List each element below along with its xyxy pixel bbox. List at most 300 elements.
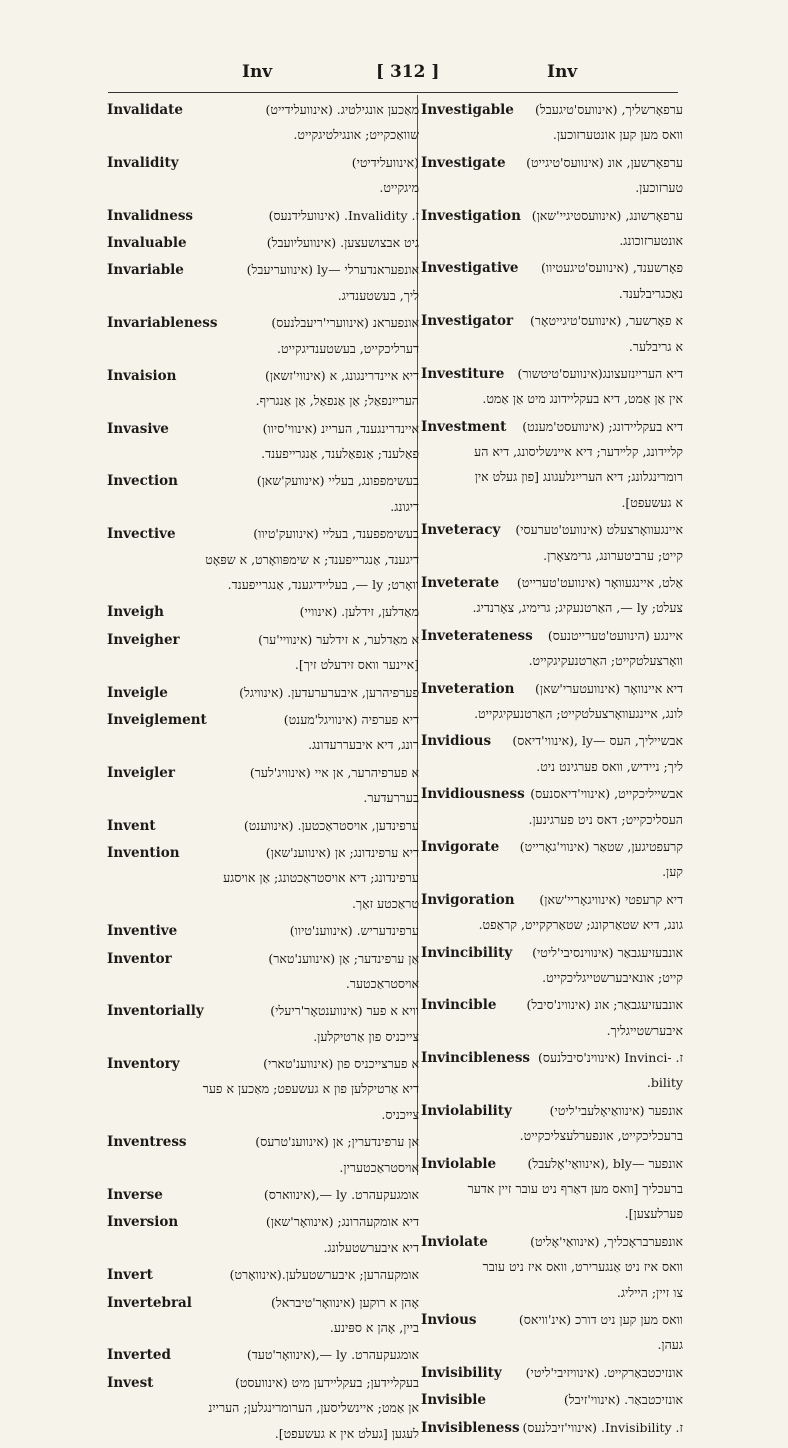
entry-definition: ערפינדען, אויסטראַכטען. (אינווענט) bbox=[243, 817, 419, 833]
entry-definition: א מאַדלער, א זידלער (אינוויי'ער) bbox=[258, 631, 419, 647]
entry-definition: פאָרשענד, (אינוועס'טיגעטיוו) bbox=[540, 260, 683, 276]
dictionary-entry bbox=[421, 623, 683, 674]
entry-definition: העסליכקייט; דאס ניט פערגינען. bbox=[528, 811, 683, 827]
dictionary-entry bbox=[107, 627, 419, 678]
dictionary-entry bbox=[421, 1360, 683, 1385]
entry-line bbox=[421, 1151, 683, 1176]
dictionary-entry bbox=[421, 834, 683, 885]
entry-line bbox=[107, 416, 419, 441]
entry-headword: Inventorially bbox=[107, 1003, 204, 1020]
entry-line bbox=[107, 310, 419, 335]
entry-definition: שוואַכקייט; אונגילטיגקייט. bbox=[293, 127, 419, 143]
dictionary-entry bbox=[421, 728, 683, 779]
entry-line bbox=[107, 1315, 419, 1340]
entry-headword: Investigable bbox=[421, 102, 514, 118]
entry-definition: געהן. bbox=[657, 1337, 683, 1353]
entry-line bbox=[421, 1070, 683, 1095]
dictionary-entry bbox=[107, 416, 419, 467]
entry-headword: Inverse bbox=[107, 1187, 163, 1204]
entry-line bbox=[421, 940, 683, 965]
entry-definition: א פערצייכניס פון (אינווענ'טארי) bbox=[263, 1056, 419, 1072]
entry-line bbox=[421, 754, 683, 779]
entry-definition: דיא בעקליידונג; (אינוועסט'מענט) bbox=[522, 418, 683, 434]
entry-headword: Inveigle bbox=[107, 684, 168, 701]
entry-definition: [איינער וואס זידעלט זיך]. bbox=[294, 657, 419, 673]
entry-definition: אונבעזיעגבאַר; אונ (אינווינ'סיבל) bbox=[526, 997, 683, 1013]
entry-line bbox=[421, 414, 683, 439]
entry-definition: גונג, דיא שטאַרקונג; שטאַרקקייט, קראַפט. bbox=[478, 917, 683, 933]
entry-headword: Inveigh bbox=[107, 604, 164, 621]
entry-definition: טראַכטע זאַך. bbox=[352, 895, 419, 911]
entry-definition: א פערפיהרער, אן איי (אינוויג'לער) bbox=[249, 764, 419, 780]
entry-definition: צייכניס. bbox=[381, 1106, 419, 1122]
dictionary-entry bbox=[421, 570, 683, 621]
entry-definition: ערפאָרשען, אונ (אינוועס'טיגייט) bbox=[526, 154, 683, 170]
entry-line bbox=[421, 992, 683, 1017]
entry-line bbox=[421, 308, 683, 333]
dictionary-entry bbox=[107, 521, 419, 597]
entry-definition: אבשייליכקייט, (אינווי'דיאסנעס) bbox=[530, 786, 683, 802]
entry-definition: פערלעצען]. bbox=[624, 1206, 683, 1222]
dictionary-entry bbox=[421, 255, 683, 306]
entry-definition: אונזיכטבאַרקייט. (אינוויזיבי'ליטי) bbox=[525, 1364, 683, 1380]
entry-definition: דערליכקייט, בעשטענדיגקייט. bbox=[276, 340, 419, 356]
dictionary-entry bbox=[421, 992, 683, 1043]
entry-line bbox=[107, 1182, 419, 1207]
entry-definition: רונג, דיא איבעררעדונג. bbox=[308, 737, 419, 753]
entry-definition: וואס מען קען אונטערזוכען. bbox=[552, 127, 683, 143]
entry-line bbox=[421, 859, 683, 884]
entry-definition: אונפער —bly ,(אינוואַי'אָלעבל) bbox=[527, 1155, 683, 1171]
entry-line bbox=[421, 490, 683, 515]
entry-line bbox=[421, 203, 683, 228]
entry-line bbox=[421, 728, 683, 753]
entry-line bbox=[421, 1415, 683, 1440]
entry-line bbox=[107, 998, 419, 1023]
entry-line bbox=[107, 946, 419, 971]
entry-line bbox=[421, 334, 683, 359]
entry-line bbox=[421, 701, 683, 726]
entry-definition: מיגקייט. bbox=[379, 180, 419, 196]
dictionary-entry bbox=[107, 468, 419, 519]
page-header bbox=[0, 62, 788, 92]
entry-headword: Invigorate bbox=[421, 838, 500, 855]
entry-definition: איבערשטייגליך. bbox=[606, 1022, 683, 1038]
entry-definition: דיא הערייִנזעצונג(אינוועס'טיטשור) bbox=[517, 365, 683, 381]
entry-line bbox=[107, 1129, 419, 1154]
entry-line bbox=[107, 707, 419, 732]
dictionary-entry bbox=[107, 1342, 419, 1367]
dictionary-entry bbox=[107, 1370, 419, 1446]
entry-line bbox=[107, 230, 419, 255]
entry-headword: Inversion bbox=[107, 1214, 179, 1231]
dictionary-entry bbox=[421, 676, 683, 727]
entry-headword: Invisibleness bbox=[421, 1419, 520, 1436]
entry-definition: צו זיין; הייליג. bbox=[616, 1284, 683, 1300]
entry-definition: בעקליידען; בעקליידען מיט (אינוועסט) bbox=[234, 1374, 419, 1390]
dictionary-entry bbox=[421, 414, 683, 516]
entry-definition: וואס מען קען ניט דורכ (אינ'וויאס) bbox=[518, 1311, 683, 1327]
entry-headword: Invincibleness bbox=[421, 1050, 531, 1067]
page-number: [ 312 ] bbox=[376, 62, 440, 82]
entry-line bbox=[107, 971, 419, 996]
entry-line bbox=[107, 1421, 419, 1446]
entry-line bbox=[107, 468, 419, 493]
entry-headword: Inviolate bbox=[421, 1233, 488, 1250]
entry-definition: לונג, איינגעוואָרצעלטקייט; האַרטנעקיגקייט. bbox=[474, 705, 683, 721]
entry-headword: Inveigher bbox=[107, 631, 180, 648]
entry-line bbox=[421, 595, 683, 620]
entry-line bbox=[421, 1123, 683, 1148]
entry-definition: קליידונג, קלײדער; דיא איינשליסונג, דיא הע bbox=[474, 444, 683, 460]
entry-line bbox=[421, 623, 683, 648]
entry-definition: וואָרצעלטקייט; האַרטנעקיגקייט. bbox=[528, 653, 683, 669]
dictionary-entry bbox=[421, 1387, 683, 1412]
entry-headword: Inviolability bbox=[421, 1102, 512, 1119]
entry-definition: אַלט, איינגעוואָר (אינוועט'טערייט) bbox=[516, 575, 683, 591]
dictionary-entry bbox=[421, 940, 683, 991]
entry-definition: דיגענד, אַנגרייפענד; א שימפּוואָרט, א שפּאָט bbox=[205, 551, 419, 567]
entry-headword: Invalidness bbox=[107, 207, 194, 224]
entry-headword: Invious bbox=[421, 1311, 477, 1328]
dictionary-entry bbox=[421, 1098, 683, 1149]
entry-definition: איינגע (הינוועט'טערייטנעס) bbox=[547, 627, 683, 643]
dictionary-entry bbox=[421, 1229, 683, 1305]
dictionary-entry bbox=[421, 308, 683, 359]
entry-headword: Invasive bbox=[107, 420, 169, 437]
entry-line bbox=[107, 627, 419, 652]
entry-headword: Invention bbox=[107, 844, 180, 861]
entry-headword: Invisibility bbox=[421, 1364, 502, 1381]
entry-headword: Investiture bbox=[421, 365, 505, 382]
entry-headword: Invent bbox=[107, 817, 156, 834]
entry-definition: אונפערבראָכליך, (אינוואַי'אָליט) bbox=[530, 1233, 683, 1249]
entry-line bbox=[421, 122, 683, 147]
entry-headword: Invariable bbox=[107, 262, 184, 279]
entry-definition: אויסטראַכטערין. bbox=[339, 1159, 419, 1175]
entry-line bbox=[107, 547, 419, 572]
entry-line bbox=[421, 781, 683, 806]
entry-definition: אבשייליך, העס —ly ,(אינווי'דיאס) bbox=[512, 733, 683, 749]
entry-definition: קייט; ערביטערונג, גרימצאָרן. bbox=[543, 547, 683, 563]
entry-definition: ביין, אָהן א ספּינע. bbox=[329, 1319, 419, 1335]
entry-line bbox=[107, 336, 419, 361]
entry-definition: אונפעראנדערלי —ly (אינוועריעבל) bbox=[246, 262, 419, 278]
dictionary-entry bbox=[107, 97, 419, 148]
entry-line bbox=[107, 865, 419, 890]
entry-headword: Inventive bbox=[107, 923, 178, 940]
dictionary-entry bbox=[107, 1182, 419, 1207]
entry-definition: אונזיכטבאַר. (אינווי'זיבל) bbox=[563, 1392, 683, 1408]
entry-line bbox=[421, 175, 683, 200]
entry-definition: אויסטראַכטער. bbox=[345, 975, 419, 991]
entry-definition: וואס איז ניט אַנגערירט, וואס איז ניט עובר bbox=[482, 1259, 683, 1275]
entry-definition: ליך, בעשטענדיג. bbox=[337, 287, 419, 303]
entry-line bbox=[107, 494, 419, 519]
dictionary-entry bbox=[421, 1415, 683, 1440]
entry-definition: קייט; אונאיבערשטייגליכקייט. bbox=[542, 969, 683, 985]
entry-line bbox=[421, 1201, 683, 1226]
entry-definition: קרעפטיגען, שטאַר (אינווי'גאָרייט) bbox=[519, 838, 683, 854]
dictionary-entry bbox=[107, 257, 419, 308]
entry-headword: Inventress bbox=[107, 1134, 187, 1151]
dictionary-entry bbox=[107, 946, 419, 997]
entry-line bbox=[421, 1387, 683, 1412]
entry-line bbox=[107, 283, 419, 308]
entry-line bbox=[421, 464, 683, 489]
entry-definition: אין אַן אַמט, דיא בעקליידונג מיט אַן אַמט. bbox=[482, 391, 683, 407]
entry-line bbox=[107, 1076, 419, 1101]
entry-definition: ערפינדעריש. (אינווענ'טיוו) bbox=[289, 923, 419, 939]
entry-line bbox=[107, 1395, 419, 1420]
entry-headword: Invalidate bbox=[107, 102, 183, 118]
entry-headword: Inveterate bbox=[421, 575, 500, 592]
entry-definition: נאַכגריבלענד. bbox=[618, 285, 683, 301]
entry-headword: Invalidity bbox=[107, 154, 179, 171]
header-right-guide-word: Inv bbox=[547, 62, 578, 82]
entry-line bbox=[107, 652, 419, 677]
dictionary-entry bbox=[107, 230, 419, 255]
entry-definition: ערפאָרשונג, (אינוועסטיגיי'שאן) bbox=[531, 207, 683, 223]
entry-headword: Investment bbox=[421, 418, 507, 435]
entry-definition: טערזוכען. bbox=[635, 180, 683, 196]
entry-line bbox=[421, 1098, 683, 1123]
entry-line bbox=[107, 1370, 419, 1395]
entry-line bbox=[421, 1332, 683, 1357]
entry-line bbox=[107, 1262, 419, 1287]
entry-definition: דיא איינדרינגונג, א (אינווי'זשאן) bbox=[264, 367, 419, 383]
entry-line bbox=[421, 965, 683, 990]
entry-definition: בעררעדער. bbox=[363, 790, 419, 806]
entry-line bbox=[421, 386, 683, 411]
entry-definition: וואָרט; ly —, בעליידיגענד, אַנגרייפענד. bbox=[227, 577, 419, 593]
entry-line bbox=[421, 228, 683, 253]
entry-line bbox=[107, 150, 419, 175]
entry-definition: אונטערזוכונג. bbox=[619, 232, 683, 248]
entry-line bbox=[107, 732, 419, 757]
entry-definition: דיא ערפינדונג; אן (אינווענ'שאן) bbox=[265, 844, 419, 860]
entry-definition: אונבעזיעגבאַר (אינווינסיבי'ליטי) bbox=[532, 944, 683, 960]
entry-headword: Invincible bbox=[421, 997, 497, 1014]
entry-line bbox=[421, 1254, 683, 1279]
entry-definition: ליך; ניידיש, וואס פערגינט ניט. bbox=[536, 758, 683, 774]
entry-headword: Inveigler bbox=[107, 764, 175, 781]
entry-definition: דיא איינוואָר (אינוועטערי'שאן) bbox=[535, 680, 683, 696]
entry-line bbox=[421, 834, 683, 859]
entry-line bbox=[107, 680, 419, 705]
entry-line bbox=[107, 521, 419, 546]
entry-line bbox=[107, 891, 419, 916]
left-column bbox=[107, 97, 419, 1448]
entry-headword: Invest bbox=[107, 1374, 154, 1391]
entry-line bbox=[421, 1360, 683, 1385]
dictionary-entry bbox=[107, 813, 419, 838]
dictionary-entry bbox=[421, 781, 683, 832]
entry-headword: Invert bbox=[107, 1267, 153, 1284]
entry-line bbox=[421, 1018, 683, 1043]
dictionary-entry bbox=[107, 707, 419, 758]
entry-definition: לעגען [געלט אין א געשעפט]. bbox=[274, 1425, 419, 1441]
dictionary-entry bbox=[421, 517, 683, 568]
entry-headword: Invigoration bbox=[421, 891, 515, 908]
entry-headword: Inviolable bbox=[421, 1155, 497, 1172]
entry-definition: א פאָרשער, (אינוועס'טיגייטאָר) bbox=[530, 313, 683, 329]
entry-headword: Invaision bbox=[107, 367, 177, 384]
entry-headword: Inventor bbox=[107, 950, 172, 967]
entry-definition: גיט אבצושעצען. (אינוועליועבל) bbox=[266, 234, 419, 250]
entry-line bbox=[421, 912, 683, 937]
entry-line bbox=[107, 1209, 419, 1234]
entry-definition: אומגעקעהרט. ly —,(אינווארס) bbox=[263, 1187, 419, 1203]
dictionary-entry bbox=[107, 918, 419, 943]
entry-definition: אומקעהרען; איבערשטעלען.(אינוואָרט) bbox=[229, 1267, 419, 1283]
entry-line bbox=[107, 175, 419, 200]
entry-definition: ז. -Invinci (אינווינ'סיבלנעס) bbox=[537, 1050, 683, 1066]
dictionary-entry bbox=[107, 1262, 419, 1287]
entry-definition: ערפינדונג; דיא אויסטראַכטונג; אַן אויסגע bbox=[223, 870, 419, 886]
entry-line bbox=[107, 599, 419, 624]
entry-headword: Invariableness bbox=[107, 315, 218, 332]
entry-line bbox=[107, 572, 419, 597]
entry-definition: ברעכליך [וואס מען דאַרף ניט עובר זיין אדער bbox=[467, 1181, 683, 1197]
entry-line bbox=[107, 97, 419, 122]
entry-line bbox=[107, 1102, 419, 1127]
entry-definition: צייכניס פון אַרטיקלען. bbox=[313, 1028, 419, 1044]
entry-definition: ערפאָרשליך, (אינוועס'טיגעבל) bbox=[535, 102, 683, 117]
entry-headword: Inveteracy bbox=[421, 522, 501, 539]
entry-line bbox=[421, 439, 683, 464]
entry-definition: דיא אַרטיקלען פון א געשעפט; מאַכען א פער bbox=[202, 1081, 419, 1097]
entry-headword: Investigator bbox=[421, 313, 514, 330]
entry-definition: ז. Invalidity. (אינוועלידנעס) bbox=[268, 207, 419, 223]
entry-line bbox=[107, 1290, 419, 1315]
entry-definition: איינדרינגענד, הערייִנ (אינווי'סיוו) bbox=[262, 420, 419, 436]
entry-definition: רומרינגלונג; דיא הערייִנלעגונג [פון געלט אין bbox=[474, 469, 683, 485]
entry-headword: Invection bbox=[107, 473, 178, 490]
entry-definition: דיגונג. bbox=[390, 498, 419, 514]
entry-headword: Invidious bbox=[421, 733, 492, 750]
entry-headword: Invertebral bbox=[107, 1294, 192, 1311]
entry-definition: דיא פערפיה (אינוויגל'מענט) bbox=[283, 711, 419, 727]
entry-definition: ברעכליכקייט, אונפערלעצליכקייט. bbox=[519, 1128, 683, 1144]
entry-headword: Inveterateness bbox=[421, 627, 533, 644]
entry-line bbox=[107, 388, 419, 413]
entry-line bbox=[421, 281, 683, 306]
right-column bbox=[421, 97, 683, 1442]
entry-definition: א געשעפט]. bbox=[621, 494, 683, 510]
dictionary-entry bbox=[421, 1045, 683, 1096]
dictionary-entry bbox=[107, 680, 419, 705]
entry-line bbox=[107, 257, 419, 282]
entry-headword: Inventory bbox=[107, 1056, 180, 1073]
dictionary-entry bbox=[107, 310, 419, 361]
entry-definition: וויא א פער (אינווענטאָר'ריעלי) bbox=[270, 1003, 419, 1019]
entry-definition: פאַלענד; אַנפאַלענד, אַנגרייפענד. bbox=[261, 446, 419, 462]
dictionary-entry bbox=[107, 840, 419, 916]
entry-definition: מאַדלען, זידלען. (אינוויי) bbox=[299, 604, 419, 620]
entry-headword: Investigative bbox=[421, 260, 519, 277]
entry-line bbox=[107, 1024, 419, 1049]
entry-definition: אן אַמט; איינשליסען, הערומרינגלען; הערייִנ bbox=[208, 1400, 419, 1416]
dictionary-entry bbox=[107, 1209, 419, 1260]
entry-line bbox=[107, 203, 419, 228]
entry-definition: אונפעראנ (אינווערי'ריעבלנעס) bbox=[271, 315, 419, 331]
entry-definition: דיא קרעפטי (אינוויגאָריי'שאן) bbox=[539, 891, 683, 907]
entry-headword: Investigate bbox=[421, 154, 506, 171]
dictionary-entry bbox=[421, 361, 683, 412]
entry-definition: אָהן א רוקען (אינוואָר'טיבראל) bbox=[271, 1294, 419, 1310]
entry-headword: Invidiousness bbox=[421, 786, 525, 803]
entry-line bbox=[107, 760, 419, 785]
dictionary-entry bbox=[107, 760, 419, 811]
entry-line bbox=[421, 1045, 683, 1070]
entry-line bbox=[107, 441, 419, 466]
entry-line bbox=[421, 1307, 683, 1332]
entry-line bbox=[421, 648, 683, 673]
entry-line bbox=[107, 1342, 419, 1367]
entry-definition: הערייִנפאַל; אַן אַנפאַל, אַן אַנגריף. bbox=[255, 393, 419, 409]
entry-line bbox=[421, 1176, 683, 1201]
dictionary-entry bbox=[421, 1307, 683, 1358]
entry-headword: Invisible bbox=[421, 1392, 486, 1409]
entry-headword: Inverted bbox=[107, 1347, 171, 1364]
dictionary-entry bbox=[107, 203, 419, 228]
dictionary-entry bbox=[107, 1129, 419, 1180]
entry-line bbox=[107, 122, 419, 147]
entry-definition: א גריבלער. bbox=[628, 338, 683, 354]
entry-line bbox=[107, 840, 419, 865]
entry-line bbox=[421, 150, 683, 175]
entry-line bbox=[107, 918, 419, 943]
entry-line bbox=[421, 543, 683, 568]
entry-line bbox=[421, 97, 683, 122]
dictionary-entry bbox=[107, 998, 419, 1049]
entry-definition: אומגעקעהרט. ly —,(אינוואָר'טעד) bbox=[246, 1347, 419, 1363]
dictionary-entry bbox=[421, 97, 683, 148]
dictionary-entry bbox=[421, 1151, 683, 1227]
entry-definition: אַן ערפינדער; אַן (אינווענ'טאר) bbox=[268, 950, 419, 966]
entry-definition: איינגעוואָרצעלט (אינוועט'טערעסי) bbox=[515, 522, 683, 538]
entry-definition: פערפיהרען, איבערערעדען. (אינוויגל) bbox=[239, 684, 419, 700]
entry-line bbox=[421, 1229, 683, 1254]
entry-line bbox=[421, 570, 683, 595]
entry-definition: קען. bbox=[662, 864, 683, 880]
entry-headword: Inveteration bbox=[421, 680, 515, 697]
entry-definition: בעשימפפונג, בעליי (אינוועק'שאן) bbox=[256, 473, 419, 489]
dictionary-entry bbox=[107, 1051, 419, 1127]
entry-line bbox=[421, 807, 683, 832]
entry-definition: דיא איבערשטעלונג. bbox=[323, 1239, 419, 1255]
entry-definition: אן ערפינדערין; אן (אינווענ'טרעס) bbox=[255, 1134, 419, 1150]
dictionary-entry bbox=[107, 150, 419, 201]
entry-line bbox=[421, 887, 683, 912]
entry-definition: bility. bbox=[646, 1075, 683, 1091]
entry-line bbox=[421, 1280, 683, 1305]
entry-line bbox=[107, 1235, 419, 1260]
entry-line bbox=[107, 1155, 419, 1180]
entry-definition: מאַכען אונגילטיג. (אינוועלידייט) bbox=[265, 102, 419, 117]
entry-headword: Invincibility bbox=[421, 944, 513, 961]
entry-line bbox=[107, 1051, 419, 1076]
entry-definition: ז. Invisibility. (אינווי'זיבלנעס) bbox=[522, 1419, 683, 1435]
entry-line bbox=[421, 676, 683, 701]
entry-line bbox=[421, 361, 683, 386]
dictionary-entry bbox=[107, 599, 419, 624]
dictionary-entry bbox=[107, 1290, 419, 1341]
entry-definition: בעשימפפענד, בעליי (אינוועק'טיוו) bbox=[253, 526, 419, 542]
entry-headword: Inveiglement bbox=[107, 711, 207, 728]
entry-line bbox=[107, 813, 419, 838]
